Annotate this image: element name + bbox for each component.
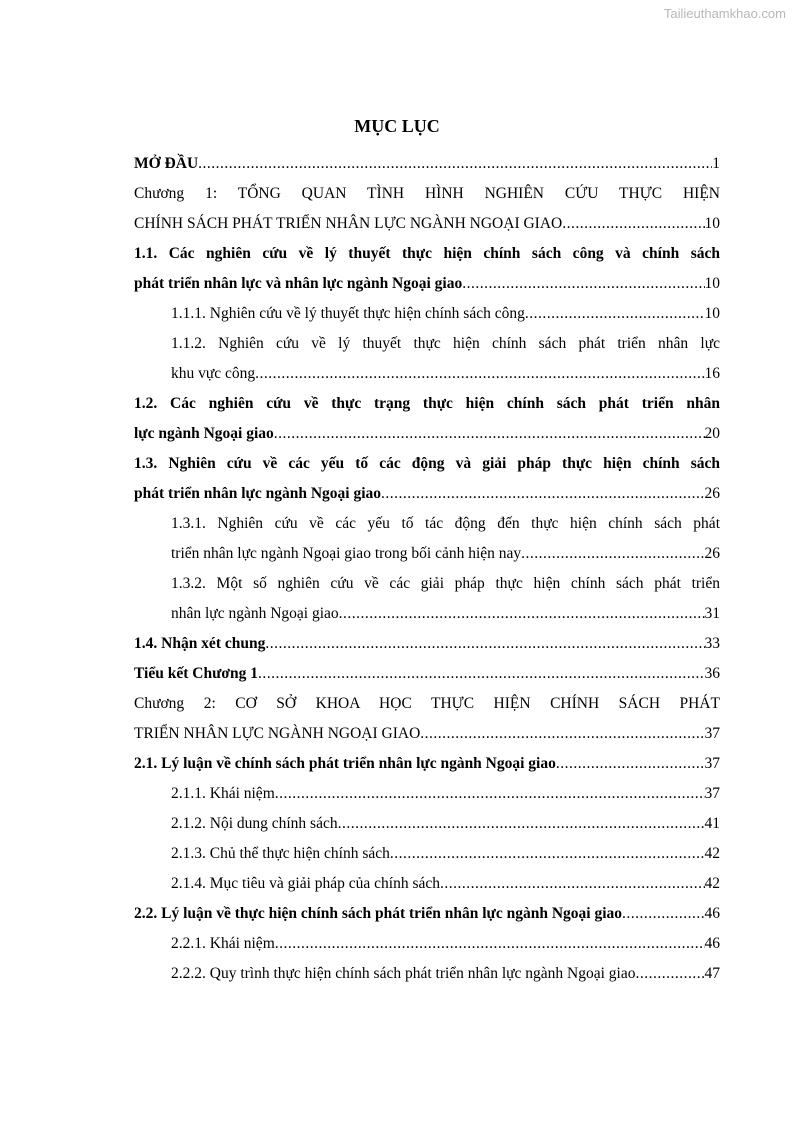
toc-entry: 1.3. Nghiên cứu về các yếu tố các động và giải pháp thực hiện chính sách — [134, 455, 720, 472]
toc-leader-dots — [275, 930, 705, 958]
toc-leader-dots — [622, 900, 704, 928]
toc-entry — [171, 930, 720, 958]
toc-entry — [171, 840, 720, 868]
toc-entry — [171, 780, 720, 808]
toc-page-number: 1 — [712, 155, 720, 172]
toc-leader-dots — [525, 300, 705, 328]
toc-entry-title: phát triển nhân lực ngành Ngoại giao — [134, 485, 382, 502]
toc-leader-dots — [462, 270, 704, 298]
toc-entry — [134, 900, 720, 928]
toc-entry-title: triển nhân lực ngành Ngoại giao trong bối cảnh hiện nay — [171, 545, 522, 562]
toc-leader-dots — [521, 540, 704, 568]
toc-entry-title: 2.1.3. Chủ thể thực hiện chính sách — [171, 845, 390, 862]
toc-entry-title: lực ngành Ngoại giao — [134, 425, 274, 442]
toc-page-number: 33 — [704, 635, 720, 652]
toc-entry — [171, 960, 720, 988]
toc-entry: 1.3.2. Một số nghiên cứu về các giải pháp thực hiện chính sách phát triển — [171, 575, 720, 592]
toc-page-number: 37 — [704, 725, 720, 742]
toc-entry-title: 2.1.4. Mục tiêu và giải pháp của chính sách — [171, 875, 441, 892]
toc-entry — [134, 630, 720, 658]
toc-leader-dots — [635, 960, 704, 988]
toc-page-number: 10 — [704, 305, 720, 322]
toc-entry — [134, 420, 720, 448]
toc-page-number: 42 — [704, 875, 720, 892]
toc-entry: Chương 1: TỔNG QUAN TÌNH HÌNH NGHIÊN CỨU THỰC HIỆN — [134, 185, 720, 202]
watermark: Tailieuthamkhao.com — [663, 6, 786, 21]
toc-leader-dots — [274, 420, 705, 448]
toc-entry-title: 1.4. Nhận xét chung — [134, 635, 266, 652]
toc-entry-title: Tiểu kết Chương 1 — [134, 665, 258, 682]
toc-entry — [134, 750, 720, 778]
toc-entry — [134, 270, 720, 298]
toc-leader-dots — [255, 360, 704, 388]
toc-page-number: 26 — [704, 485, 720, 502]
toc-entry — [134, 480, 720, 508]
toc-page-number: 46 — [704, 935, 720, 952]
toc-entry-title: 2.2.1. Khái niệm — [171, 935, 275, 952]
toc-entry — [134, 720, 720, 748]
toc-leader-dots — [556, 750, 705, 778]
toc-page-number: 31 — [704, 605, 720, 622]
toc-page-number: 26 — [704, 545, 720, 562]
toc-entry: 1.1.2. Nghiên cứu về lý thuyết thực hiện chính sách phát triển nhân lực — [171, 335, 720, 352]
toc-leader-dots — [440, 870, 704, 898]
toc-entry — [134, 150, 720, 178]
toc-leader-dots — [381, 480, 704, 508]
toc-leader-dots — [338, 810, 705, 838]
toc-entry: 1.2. Các nghiên cứu về thực trạng thực hiện chính sách phát triển nhân — [134, 395, 720, 412]
toc-page-number: 20 — [704, 425, 720, 442]
toc-leader-dots — [420, 720, 704, 748]
toc-entry-title: TRIỂN NHÂN LỰC NGÀNH NGOẠI GIAO — [134, 725, 421, 742]
toc-entry-title: 2.2. Lý luận về thực hiện chính sách phát triển nhân lực ngành Ngoại giao — [134, 905, 623, 922]
toc-entry: 1.3.1. Nghiên cứu về các yếu tố tác động đến thực hiện chính sách phát — [171, 515, 720, 532]
toc-entry — [134, 210, 720, 238]
toc-leader-dots — [198, 150, 712, 178]
toc-entry: 1.1. Các nghiên cứu về lý thuyết thực hiện chính sách công và chính sách — [134, 245, 720, 262]
toc-entry — [171, 870, 720, 898]
toc-entry — [171, 810, 720, 838]
toc-page-number: 37 — [704, 755, 720, 772]
toc-entry-title: 2.1. Lý luận về chính sách phát triển nhân lực ngành Ngoại giao — [134, 755, 556, 772]
toc-entry — [134, 660, 720, 688]
toc-page-number: 36 — [704, 665, 720, 682]
toc-leader-dots — [258, 660, 705, 688]
toc-leader-dots — [339, 600, 705, 628]
toc-entry — [171, 300, 720, 328]
toc-entry-title: phát triển nhân lực và nhân lực ngành Ngoại giao — [134, 275, 463, 292]
toc-page-number: 46 — [704, 905, 720, 922]
toc-entry-title: 1.1.1. Nghiên cứu về lý thuyết thực hiện chính sách công — [171, 305, 525, 322]
toc-entry-title: 2.1.2. Nội dung chính sách — [171, 815, 338, 832]
toc-entry-title: khu vực công — [171, 365, 256, 382]
toc-entry: Chương 2: CƠ SỞ KHOA HỌC THỰC HIỆN CHÍNH SÁCH PHÁT — [134, 695, 720, 712]
toc-entry — [171, 360, 720, 388]
page-title: MỤC LỤC — [354, 116, 440, 136]
toc-leader-dots — [275, 780, 705, 808]
toc-page-number: 16 — [704, 365, 720, 382]
toc-entry-title: nhân lực ngành Ngoại giao — [171, 605, 339, 622]
toc-entry-title: 2.1.1. Khái niệm — [171, 785, 275, 802]
toc-entry — [171, 540, 720, 568]
toc-leader-dots — [265, 630, 704, 658]
toc-entry — [171, 600, 720, 628]
toc-entry-title: MỞ ĐẦU — [134, 155, 199, 172]
toc-leader-dots — [390, 840, 705, 868]
toc-leader-dots — [562, 210, 704, 238]
toc-page-number: 42 — [704, 845, 720, 862]
toc-entry-title: 2.2.2. Quy trình thực hiện chính sách phát triển nhân lực ngành Ngoại giao — [171, 965, 636, 982]
toc-page-number: 10 — [704, 275, 720, 292]
toc-entry-title: CHÍNH SÁCH PHÁT TRIỂN NHÂN LỰC NGÀNH NGOẠI GIAO — [134, 215, 563, 232]
toc-page-number: 41 — [704, 815, 720, 832]
toc-page-number: 10 — [704, 215, 720, 232]
toc-page-number: 47 — [704, 965, 720, 982]
toc-page-number: 37 — [704, 785, 720, 802]
